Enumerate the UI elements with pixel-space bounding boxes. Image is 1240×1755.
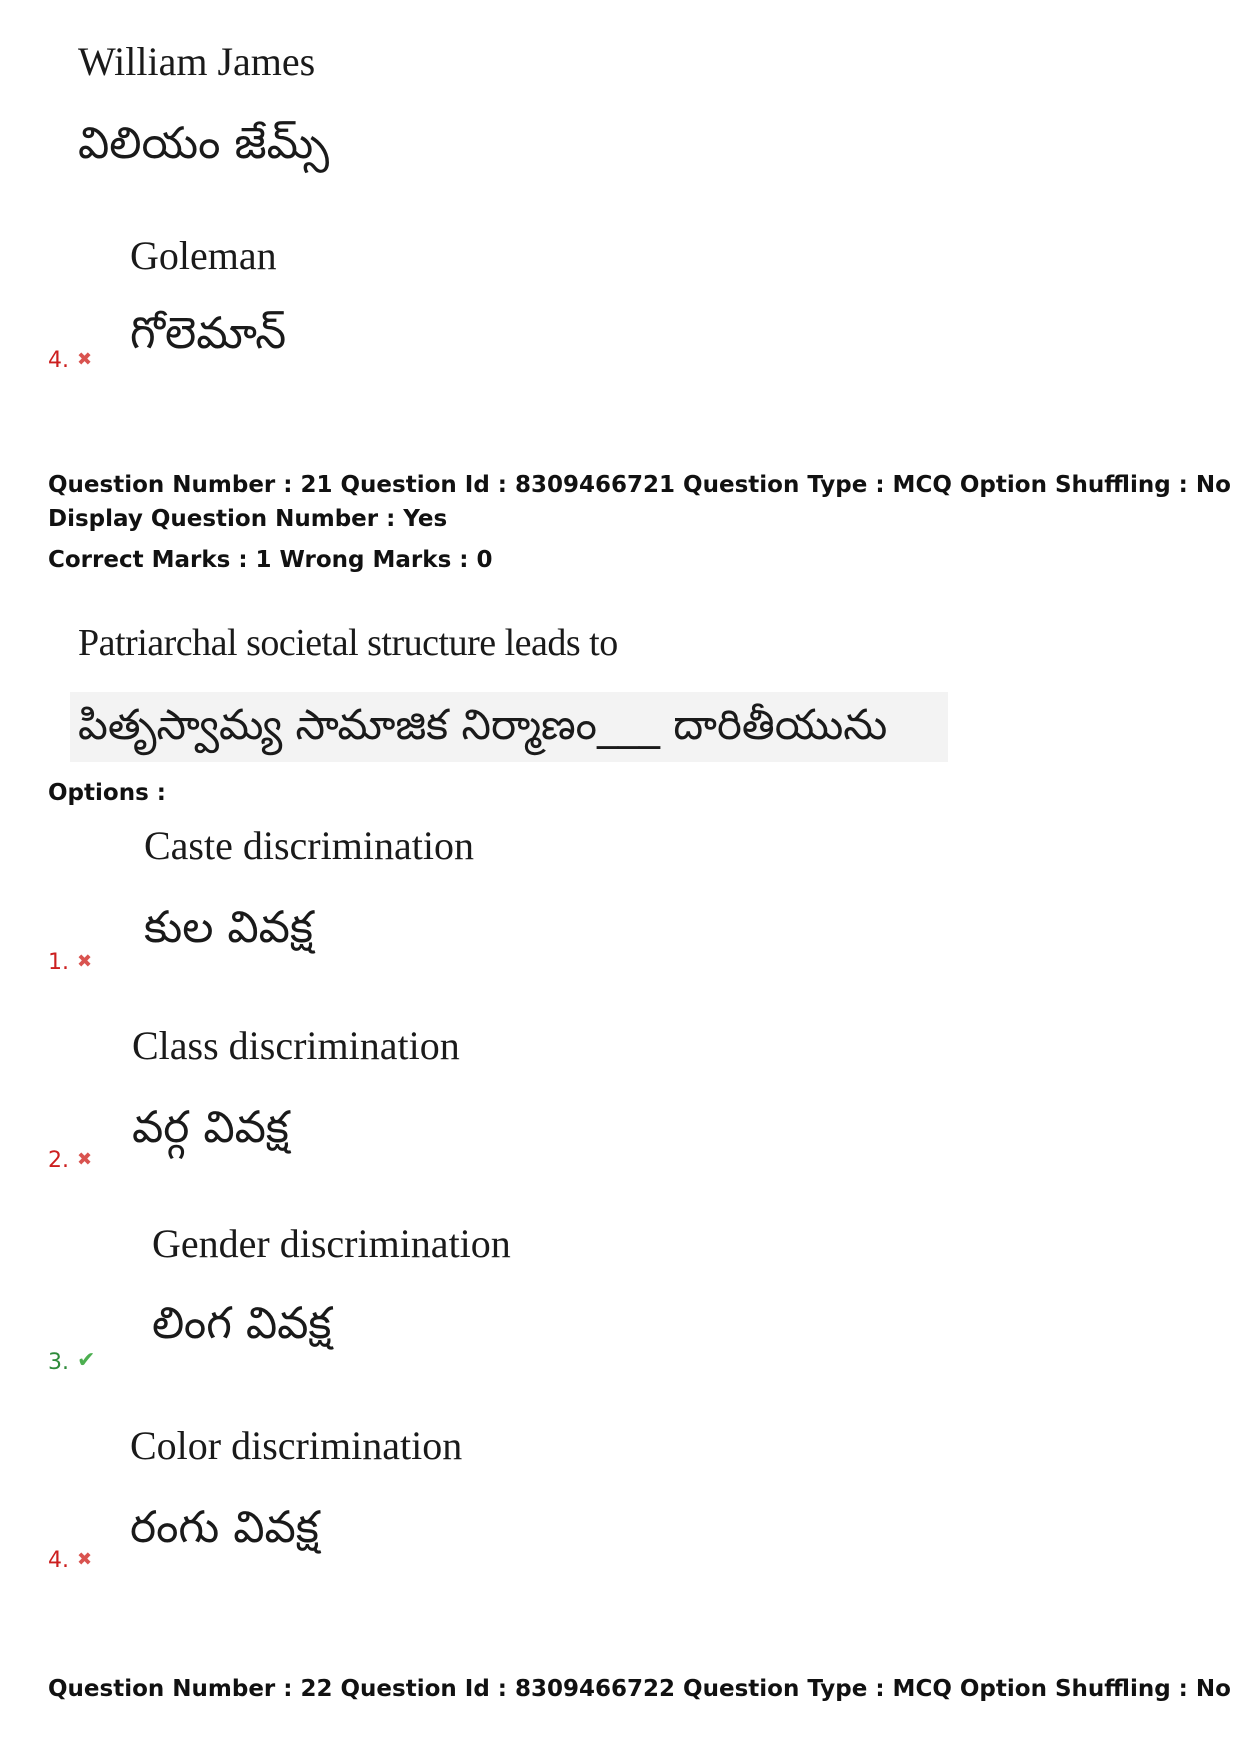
option1-telugu: కుల వివక్ష <box>144 902 313 953</box>
option-number: 4. <box>48 1548 69 1573</box>
option4-telugu: రంగు వివక్ష <box>130 1502 319 1553</box>
prev-option4-telugu: గోలెమాన్ <box>130 308 287 359</box>
check-icon: ✔ <box>77 1348 96 1373</box>
question21-display-number: Display Question Number : Yes <box>48 506 448 532</box>
option-number: 1. <box>48 950 69 975</box>
question21-marks: Correct Marks : 1 Wrong Marks : 0 <box>48 547 493 573</box>
option1-english: Caste discrimination <box>144 823 474 868</box>
prev-option3-telugu: విలియం జేమ్స్ <box>78 118 330 169</box>
option-number: 3. <box>48 1350 69 1375</box>
question21-text-english: Patriarchal societal structure leads to <box>78 622 618 664</box>
options-label: Options : <box>48 780 166 806</box>
option2-marker <box>48 1150 92 1172</box>
question21-telugu-box <box>70 692 948 762</box>
question22-header: Question Number : 22 Question Id : 8309466722 Question Type : MCQ Option Shuffling : No <box>48 1676 1231 1702</box>
cross-icon: ✖ <box>77 1149 93 1170</box>
cross-icon: ✖ <box>77 349 93 370</box>
option4-marker <box>48 1550 92 1572</box>
cross-icon: ✖ <box>77 951 93 972</box>
option4-english: Color discrimination <box>130 1423 463 1468</box>
question21-header: Question Number : 21 Question Id : 8309466721 Question Type : MCQ Option Shuffling : No <box>48 472 1231 498</box>
option3-marker <box>48 1350 95 1374</box>
option3-english: Gender discrimination <box>152 1221 511 1266</box>
option2-telugu: వర్గ వివక్ష <box>132 1102 289 1153</box>
cross-icon: ✖ <box>77 1549 93 1570</box>
option2-english: Class discrimination <box>132 1023 460 1068</box>
question21-text-telugu: పితృస్వామ్య సామాజిక నిర్మాణం___ దారితీయును <box>78 700 888 749</box>
option-number: 4. <box>48 348 69 373</box>
option1-marker <box>48 952 92 974</box>
prev-option4-marker <box>48 350 92 372</box>
option-number: 2. <box>48 1148 69 1173</box>
prev-option4-english: Goleman <box>130 233 277 278</box>
option3-telugu: లింగ వివక్ష <box>152 1298 332 1349</box>
prev-option3-english: William James <box>78 39 316 84</box>
